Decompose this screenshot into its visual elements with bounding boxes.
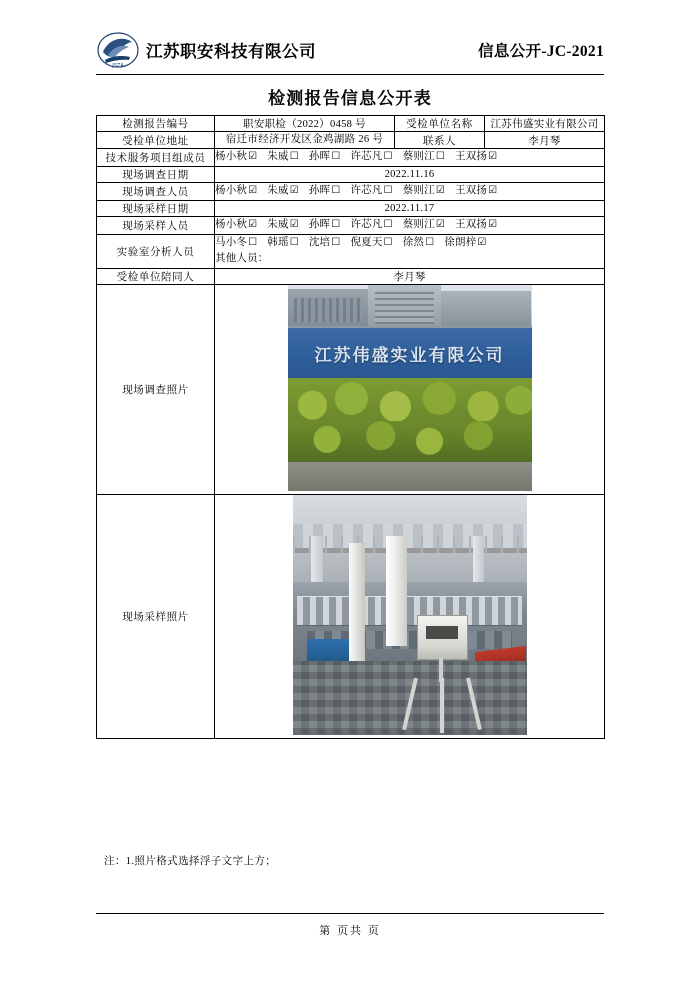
sampling-staff-label: 现场采样人员 <box>97 216 215 234</box>
lab-staff-item[interactable] <box>215 235 257 252</box>
checkbox-checked-icon[interactable]: ☑ <box>248 218 258 230</box>
survey-photo-label: 现场调查照片 <box>97 285 215 495</box>
client-name-value: 江苏伟盛实业有限公司 <box>485 116 605 132</box>
team-member-item[interactable] <box>350 149 392 166</box>
site-survey-photo <box>288 285 532 491</box>
lab-staff-item[interactable] <box>350 235 392 252</box>
table-row <box>97 149 605 167</box>
survey-staff-item[interactable] <box>267 183 299 200</box>
checkbox-checked-icon[interactable]: ☑ <box>248 151 258 163</box>
photo-pipe-left <box>349 543 365 663</box>
photo-hedge-row-2 <box>288 421 532 466</box>
photo-wall-text: 江苏伟盛实业有限公司 <box>314 345 505 365</box>
contact-value: 李月琴 <box>485 132 605 149</box>
team-member-name: 许芯凡 <box>350 151 383 163</box>
table-row <box>97 167 605 183</box>
survey-staff-item[interactable] <box>403 183 445 200</box>
checkbox-empty-icon[interactable]: ☐ <box>331 218 341 230</box>
team-member-item[interactable] <box>309 149 341 166</box>
checkbox-checked-icon[interactable]: ☑ <box>435 218 445 230</box>
info-table <box>96 115 605 739</box>
team-member-item[interactable] <box>267 149 299 166</box>
page-number: 第 页共 页 <box>319 925 381 937</box>
checkbox-empty-icon[interactable]: ☐ <box>383 236 393 248</box>
lab-staff-name: 徐朗梓 <box>444 236 477 248</box>
client-addr-label: 受检单位地址 <box>97 132 215 149</box>
photo-tripod-leg-center <box>440 678 444 733</box>
team-member-item[interactable] <box>403 149 445 166</box>
lab-staff-name: 韩瑶 <box>267 236 289 248</box>
lab-staff-label: 实验室分析人员 <box>97 234 215 269</box>
team-member-name: 朱威 <box>267 151 289 163</box>
lab-staff-name: 徐然 <box>402 236 425 248</box>
survey-staff-name: 孙晖 <box>308 185 331 197</box>
sampling-staff-name: 许芯凡 <box>350 218 383 230</box>
checkbox-checked-icon[interactable]: ☑ <box>488 218 498 230</box>
checkbox-checked-icon[interactable]: ☑ <box>289 185 299 197</box>
svg-text:JSZA: JSZA <box>112 63 124 69</box>
sampling-staff-item[interactable] <box>267 217 299 234</box>
client-addr-value: 宿迁市经济开发区金鸡湖路 26 号 <box>215 132 395 149</box>
team-member-item[interactable] <box>455 149 497 166</box>
lab-staff-item[interactable] <box>444 235 486 252</box>
checkbox-empty-icon[interactable]: ☐ <box>331 236 341 248</box>
checkbox-checked-icon[interactable]: ☑ <box>435 185 445 197</box>
survey-staff-name: 杨小秋 <box>215 185 248 197</box>
sampling-photo-cell <box>215 495 605 739</box>
accompany-value: 李月琴 <box>215 269 605 285</box>
survey-staff-item[interactable] <box>215 183 257 200</box>
doc-code: 信息公开-JC-2021 <box>478 43 604 60</box>
lab-staff-item[interactable] <box>309 235 341 252</box>
survey-date-value: 2022.11.16 <box>215 167 605 183</box>
team-members-cell <box>215 149 605 167</box>
checkbox-empty-icon[interactable]: ☐ <box>289 151 299 163</box>
checkbox-empty-icon[interactable]: ☐ <box>331 151 341 163</box>
photo-pipe-right <box>386 536 407 646</box>
table-row <box>97 269 605 285</box>
other-staff-label: 其他人员： <box>215 253 269 265</box>
survey-date-label: 现场调查日期 <box>97 167 215 183</box>
eagle-logo-icon <box>96 30 140 70</box>
survey-staff-item[interactable] <box>309 183 341 200</box>
checkbox-empty-icon[interactable]: ☐ <box>383 185 393 197</box>
lab-staff-name: 沈培 <box>308 236 331 248</box>
photo-sampler-device <box>417 615 468 660</box>
header-divider <box>96 74 604 75</box>
company-name: 江苏职安科技有限公司 <box>146 42 316 61</box>
survey-staff-item[interactable] <box>350 183 392 200</box>
checkbox-checked-icon[interactable]: ☑ <box>488 185 498 197</box>
checkbox-empty-icon[interactable]: ☐ <box>425 236 435 248</box>
sampling-staff-name: 孙晖 <box>308 218 331 230</box>
site-sampling-photo <box>293 495 527 735</box>
checkbox-empty-icon[interactable]: ☐ <box>248 236 258 248</box>
sampling-staff-name: 朱威 <box>267 218 289 230</box>
survey-staff-name: 朱威 <box>267 185 289 197</box>
table-row <box>97 183 605 201</box>
client-name-label: 受检单位名称 <box>395 116 485 132</box>
footer-divider <box>96 913 604 914</box>
lab-staff-name: 马小冬 <box>215 236 248 248</box>
team-member-item[interactable] <box>215 149 257 166</box>
table-row <box>97 116 605 132</box>
table-row <box>97 200 605 216</box>
sampling-staff-name: 蔡则江 <box>402 218 435 230</box>
company-brand <box>96 30 316 70</box>
report-no-value: 职安职检（2022）0458 号 <box>215 116 395 132</box>
team-member-name: 杨小秋 <box>215 151 248 163</box>
checkbox-empty-icon[interactable]: ☐ <box>331 185 341 197</box>
survey-staff-item[interactable] <box>455 183 497 200</box>
team-member-name: 王双扬 <box>455 151 488 163</box>
team-member-name: 孙晖 <box>308 151 331 163</box>
lab-staff-item[interactable] <box>267 235 299 252</box>
checkbox-empty-icon[interactable]: ☐ <box>383 218 393 230</box>
sampling-staff-item[interactable] <box>215 217 257 234</box>
table-row <box>97 234 605 269</box>
checkbox-empty-icon[interactable]: ☐ <box>289 236 299 248</box>
table-row <box>97 216 605 234</box>
table-row <box>97 132 605 149</box>
survey-staff-cell <box>215 183 605 201</box>
table-row <box>97 495 605 739</box>
accompany-label: 受检单位陪同人 <box>97 269 215 285</box>
checkbox-checked-icon[interactable]: ☑ <box>289 218 299 230</box>
team-label: 技术服务项目组成员 <box>97 149 215 167</box>
survey-staff-name: 许芯凡 <box>350 185 383 197</box>
survey-staff-name: 蔡则江 <box>402 185 435 197</box>
checkbox-checked-icon[interactable]: ☑ <box>477 236 487 248</box>
sampling-staff-item[interactable] <box>309 217 341 234</box>
checkbox-empty-icon[interactable]: ☐ <box>383 151 393 163</box>
sampling-staff-name: 王双扬 <box>455 218 488 230</box>
sampling-staff-item[interactable] <box>350 217 392 234</box>
checkbox-checked-icon[interactable]: ☑ <box>248 185 258 197</box>
survey-photo-cell <box>215 285 605 495</box>
sampling-staff-name: 杨小秋 <box>215 218 248 230</box>
photo-ground <box>288 462 532 491</box>
page-title: 检测报告信息公开表 <box>268 89 432 108</box>
lab-staff-name: 倪夏天 <box>350 236 383 248</box>
sampling-date-label: 现场采样日期 <box>97 200 215 216</box>
notes-text: 注：1.照片格式选择浮子文字上方； <box>104 856 277 867</box>
team-member-name: 蔡则江 <box>402 151 435 163</box>
sampling-photo-label: 现场采样照片 <box>97 495 215 739</box>
table-row <box>97 285 605 495</box>
checkbox-empty-icon[interactable]: ☐ <box>435 151 445 163</box>
lab-staff-cell <box>215 234 605 269</box>
survey-staff-label: 现场调查人员 <box>97 183 215 201</box>
report-no-label: 检测报告编号 <box>97 116 215 132</box>
sampling-date-value: 2022.11.17 <box>215 200 605 216</box>
sampling-staff-item[interactable] <box>403 217 445 234</box>
survey-staff-name: 王双扬 <box>455 185 488 197</box>
document-header <box>96 26 604 74</box>
sampling-staff-item[interactable] <box>455 217 497 234</box>
checkbox-checked-icon[interactable]: ☑ <box>488 151 498 163</box>
sampling-staff-cell <box>215 216 605 234</box>
lab-staff-item[interactable] <box>403 235 435 252</box>
contact-label: 联系人 <box>395 132 485 149</box>
